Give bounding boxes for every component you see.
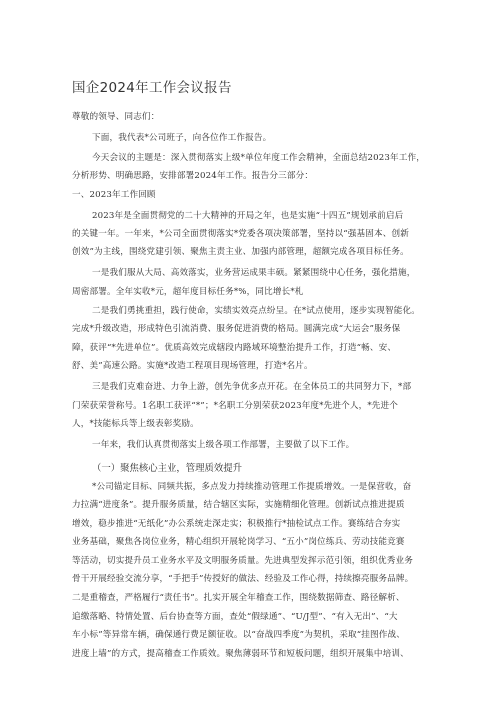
paragraph-line: 分析形势、明确思路，安排部署2024年工作。报告分三部分： xyxy=(72,171,314,181)
paragraph-line: 周密部署。全年实收*元，超年度目标任务*%，同比增长*札 xyxy=(72,287,304,297)
paragraph-line: 创效”为主线，围绕党建引领、聚焦主责主业、加强内部管理，超额完成各项目标任务。 xyxy=(72,247,409,257)
paragraph-line: 骨干开展经验交流分享，“手把手”传授好的做法、经验及工作心得，持续擦亮服务品牌。 xyxy=(72,574,414,584)
paragraph-line: 下面，我代表*公司班子，向各位作工作报告。 xyxy=(92,133,272,143)
paragraph-line: 三是我们克难奋进、力争上游，创先争优多点开花。在全体员工的共同努力下，*部 xyxy=(92,382,412,392)
paragraph-line: 舒、美”高速公路。实施*改造工程项目现场管理，打造*名片。 xyxy=(72,361,313,371)
paragraph-line: 门荣获荣誉称号。1名职工获评“*”；*名职工分别荣获2023年度*先进个人，*先进个 xyxy=(72,401,399,411)
paragraph-line: 障，获评“*先进单位”。优质高效完成辖段内路域环境整治提升工作，打造“畅、安、 xyxy=(72,343,397,353)
paragraph-line: *公司锚定目标、同频共振，多点发力持续推动管理工作提质增效。一是保营收，奋 xyxy=(92,482,412,492)
subsection-heading: （一）聚焦核心主业，管理质效提升 xyxy=(92,463,243,474)
paragraph-line: 二是我们勇挑重担，践行使命，实绩实效亮点纷呈。在*试点使用，逐步实现智能化。 xyxy=(92,306,420,316)
paragraph-line: 今天会议的主题是：深入贯彻落实上级*单位年度工作会精神，全面总结2023年工作， xyxy=(92,153,425,163)
paragraph-line: 一年来，我们认真贯彻落实上级各项工作部署，主要做了以下工作。 xyxy=(92,440,355,450)
paragraph-line: 人，*技能标兵等上级表彰奖励。 xyxy=(72,419,199,429)
paragraph-line: 追缴落略、特情处置、后台协查等方面，查处“假绿通”、“U/J型”、“有入无出”、“大 xyxy=(72,612,398,622)
paragraph-line: 完成*升级改造，形成特色引流消费、服务促进消费的格局。圆满完成“大运会”服务保 xyxy=(72,324,401,334)
section-heading: 一、2023年工作回顾 xyxy=(72,190,156,200)
paragraph-line: 等活动，切实提升员工业务水平及文明服务质量。先进典型发挥示范引领，组织优秀业务 xyxy=(72,556,414,566)
paragraph-line: 车小标”等异常车辆，确保通行费足额征收。以“奋战四季度”为契机，采取“挂图作战、 xyxy=(72,630,405,640)
greeting: 尊敬的领导、同志们： xyxy=(72,112,160,122)
paragraph-line: 二是重稽查，严格履行“责任书”。扎实开展全年稽查工作，围绕数据筛查、路径解析、 xyxy=(72,593,405,603)
paragraph-line: 2023年是全面贯彻党的二十大精神的开局之年，也是实施“十四五”规划承前启后 xyxy=(92,211,404,221)
paragraph-line: 业务基础，聚焦各岗位业务，精心组织开展轮岗学习、“五小”岗位练兵、劳动技能竞赛 xyxy=(72,537,405,547)
paragraph-line: 的关键一年。一年来，*公司全面贯彻落实*党委各项决策部署，坚持以“强基固本、创新 xyxy=(72,229,409,239)
document-title: 国企2024年工作会议报告 xyxy=(72,80,232,96)
paragraph-line: 力拉满“进度条”。提升服务质量，结合辖区实际，实施精细化管理。创新试点推进提质 xyxy=(72,500,405,510)
paragraph-line: 一是我们服从大局、高效落实，业务营运成果丰硕。紧紧围绕中心任务，强化措施， xyxy=(92,268,416,278)
paragraph-line: 进度上墙”的方式，提高稽查工作质效。聚焦薄弱环节和短板问题，组织开展集中培训、 xyxy=(72,649,409,659)
paragraph-line: 增效，稳步推进“无纸化”办公系统走深走实；积极推行*抽检试点工作。赛练结合夯实 xyxy=(72,519,401,529)
